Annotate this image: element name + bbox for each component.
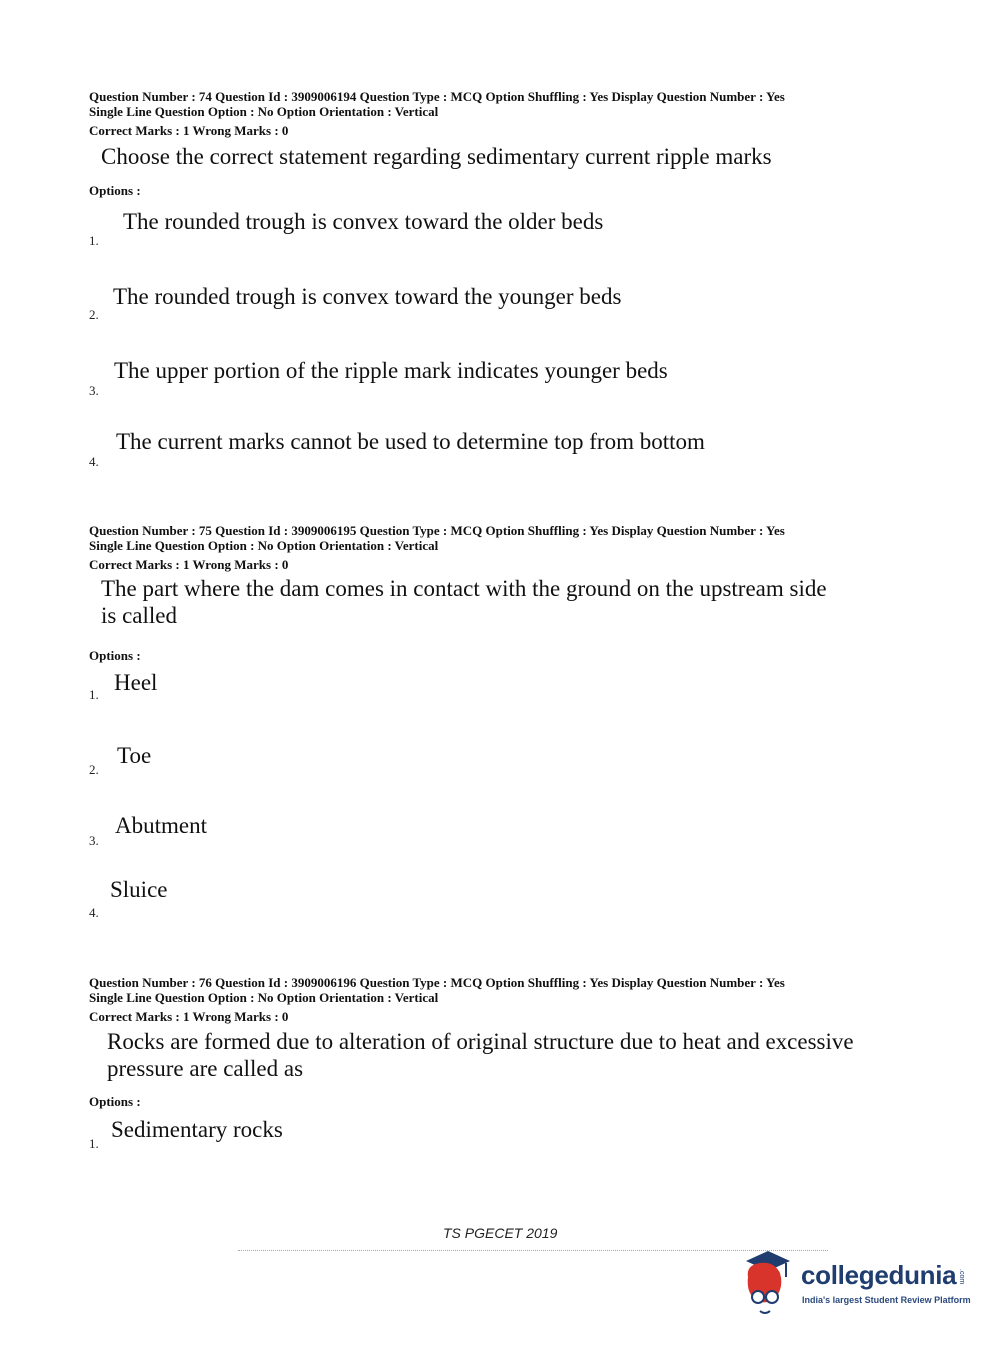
option-text-2: Toe [117,743,152,768]
question-marks: Correct Marks : 1 Wrong Marks : 0 [89,1009,289,1024]
option-number-1: 1. [89,1136,99,1151]
question-meta-line1: Question Number : 74 Question Id : 3909006194 Question Type : MCQ Option Shuffling : Yes Display Question Number : Yes [89,89,785,104]
collegedunia-logo [740,1247,970,1317]
question-text: Choose the correct statement regarding sedimentary current ripple marks [101,144,772,169]
option-number-3: 3. [89,833,99,848]
logo-tagline: India's largest Student Review Platform [802,1295,971,1305]
question-meta-line2: Single Line Question Option : No Option Orientation : Vertical [89,538,439,553]
option-number-1: 1. [89,233,99,248]
logo-name: collegedunia [801,1260,957,1290]
question-marks: Correct Marks : 1 Wrong Marks : 0 [89,123,289,138]
option-number-4: 4. [89,454,99,469]
option-text-1: Heel [114,670,158,695]
option-text-2: The rounded trough is convex toward the younger beds [113,284,622,309]
option-text-3: Abutment [115,813,207,838]
question-meta-line1: Question Number : 75 Question Id : 3909006195 Question Type : MCQ Option Shuffling : Yes Display Question Number : Yes [89,523,785,538]
options-label: Options : [89,648,141,663]
question-text: The part where the dam comes in contact with the ground on the upstream side is called [101,576,827,628]
option-text-4: Sluice [110,877,168,902]
options-label: Options : [89,183,141,198]
mascot-icon [740,1247,800,1317]
question-marks: Correct Marks : 1 Wrong Marks : 0 [89,557,289,572]
option-number-4: 4. [89,905,99,920]
option-text-4: The current marks cannot be used to determine top from bottom [116,429,705,454]
option-number-2: 2. [89,307,99,322]
question-meta-line2: Single Line Question Option : No Option Orientation : Vertical [89,990,439,1005]
question-meta-line2: Single Line Question Option : No Option Orientation : Vertical [89,104,439,119]
option-number-2: 2. [89,762,99,777]
question-text: Rocks are formed due to alteration of original structure due to heat and excessive pressure are called as [107,1029,854,1081]
option-text-3: The upper portion of the ripple mark indicates younger beds [114,358,668,383]
option-text-1: Sedimentary rocks [111,1117,283,1142]
option-number-3: 3. [89,383,99,398]
option-number-1: 1. [89,687,99,702]
logo-suffix: .com [958,1269,965,1285]
option-text-1: The rounded trough is convex toward the older beds [123,209,604,234]
question-meta-line1: Question Number : 76 Question Id : 3909006196 Question Type : MCQ Option Shuffling : Yes Display Question Number : Yes [89,975,785,990]
footer-exam-name: TS PGECET 2019 [443,1225,558,1241]
options-label: Options : [89,1094,141,1109]
